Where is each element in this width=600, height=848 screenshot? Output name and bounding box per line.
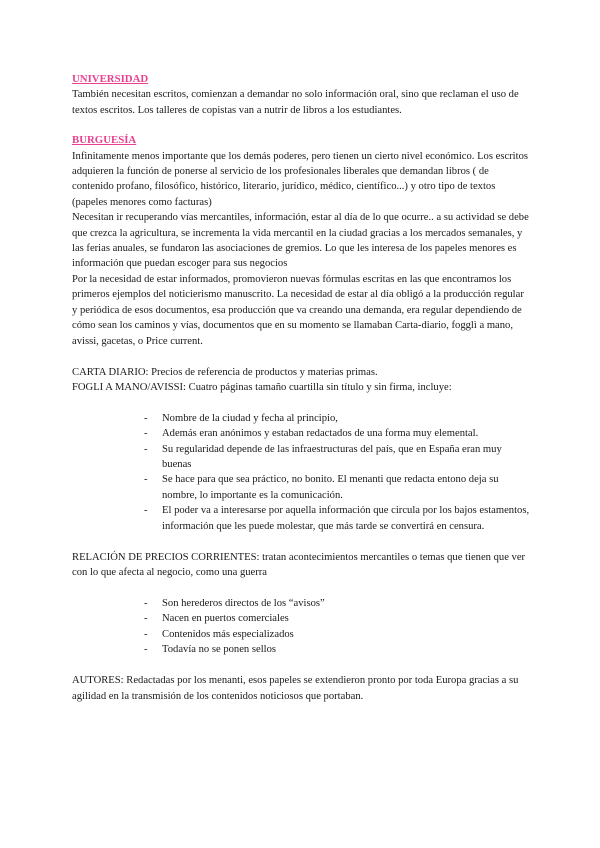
burguesia-paragraph: Necesitan ir recuperando vías mercantiles, información, estar al día de lo que ocurre.. a su actividad se debe que crezca la agricultura, se incrementa la vida mercantil en la ciudad gracias a los mercados semanales, y las ferias anuales, se fundaron las asociaciones de gremios. Lo que les interesa de los papeles menores es información que puedan escoger para sus negocios <box>72 212 529 270</box>
burguesia-heading: BURGUESÍA <box>72 134 137 147</box>
list-item: - El poder va a interesarse por aquella información que circula por los bajos estamentos, información que les puede molestar, que más tarde se convertirá en censura. <box>144 503 530 534</box>
fogli-intro: FOGLI A MANO/AVISSI: Cuatro páginas tamaño cuartilla sin título y sin firma, incluye: <box>72 382 452 394</box>
list-item: - Su regularidad depende de las infraestructuras del país, que en España eran muy buenas <box>144 442 530 473</box>
list-item: - Nombre de la ciudad y fecha al principio, <box>144 411 530 426</box>
list-item: - Se hace para que sea práctico, no bonito. El menanti que redacta entono deja su nombre, lo importante es la comunicación. <box>144 472 530 503</box>
relacion-list <box>72 596 530 658</box>
list-item: - Contenidos más especializados <box>144 627 530 642</box>
list-item: - Nacen en puertos comerciales <box>144 611 530 626</box>
burguesia-section <box>72 149 530 349</box>
universidad-heading: UNIVERSIDAD <box>72 73 149 85</box>
list-item: - Son herederos directos de los “avisos” <box>144 596 530 611</box>
autores-paragraph: AUTORES: Redactadas por los menanti, esos papeles se extendieron pronto por toda Europa gracias a su agilidad en la transmisión de los contenidos noticiosos que portaban. <box>72 675 519 702</box>
relacion-intro: RELACIÓN DE PRECIOS CORRIENTES: tratan acontecimientos mercantiles o temas que tienen que ver con lo que afecta al negocio, como una guerra <box>72 551 526 579</box>
fogli-list <box>72 411 530 534</box>
list-item: - Todavía no se ponen sellos <box>144 642 530 657</box>
burguesia-paragraph: Por la necesidad de estar informados, promovieron nuevas fórmulas escritas en las que encontramos los primeros ejemplos del noticierismo manuscrito. La necesidad de estar al día obligó a la producción regular y periódica de esos documentos, esa producción que va creando una demanda, era regular dependiendo de cómo sean los caminos y vías, documentos que en su momento se llamaban Carta-diario, fogglì a mano, avissi, gacetas, o Price current. <box>72 273 524 347</box>
list-item: - Además eran anónimos y estaban redactados de una forma muy elemental. <box>144 426 530 441</box>
carta-diario-paragraph: CARTA DIARIO: Precios de referencia de productos y materias primas. <box>72 366 378 378</box>
universidad-paragraph: También necesitan escritos, comienzan a demandar no solo información oral, sino que reclaman el uso de textos escritos. Los talleres de copistas van a nutrir de libros a los estudiantes. <box>72 89 519 116</box>
burguesia-paragraph: Infinitamente menos importante que los demás poderes, pero tienen un cierto nivel económico. Los escritos adquieren la función de ponerse al servicio de los profesionales liberales que demandan libros ( de contenido profano, filosófico, histórico, literario, jurídico, médico, científico...) y otro tipo de textos (papeles menores como facturas) <box>72 150 528 208</box>
document-body <box>72 72 530 704</box>
